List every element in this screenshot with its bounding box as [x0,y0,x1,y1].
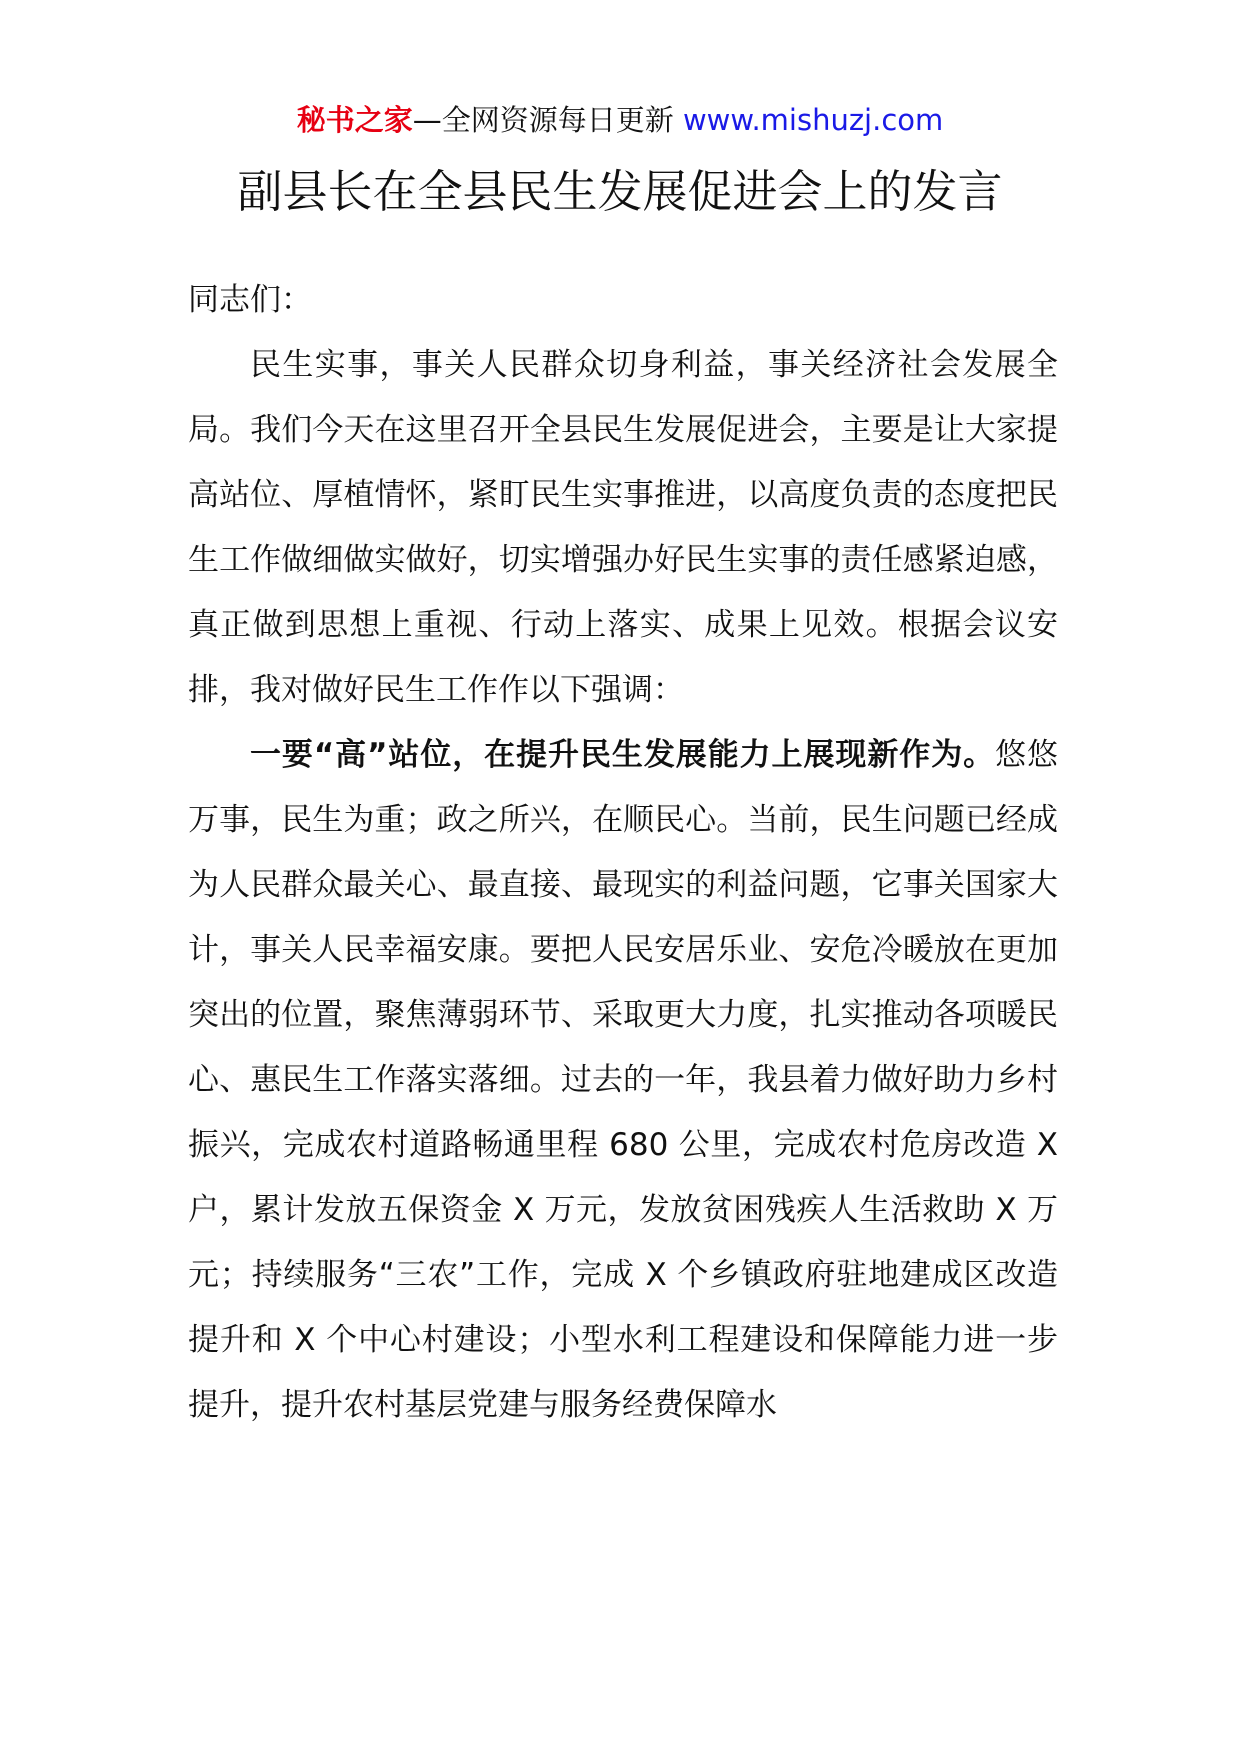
banner-brand: 秘书之家 [296,103,413,137]
banner-url-link[interactable]: www.mishuzj.com [682,103,944,137]
paragraph-point-one [188,723,1058,1438]
banner-tagline: —全网资源每日更新 [412,103,683,137]
paragraph-point-one-heading: 一要“高”站位，在提升民生发展能力上展现新作为。 [250,737,996,773]
paragraph-point-one-text: 悠悠万事，民生为重；政之所兴，在顺民心。当前，民生问题已经成为人民群众最关心、最直接、最现实的利益问题，它事关国家大计，事关人民幸福安康。要把人民安居乐业、安危冷暖放在更加突出的位置，聚焦薄弱环节、采取更大力度，扎实推动各项暖民心、惠民生工作落实落细。过去的一年，我县着力做好助力乡村振兴，完成农村道路畅通里程 680 公里，完成农村危房改造 X 户，累计发放五保资金 X 万元，发放贫困残疾人生活救助 X 万元；持续服务“三农”工作，完成 X 个乡镇政府驻地建成区改造提升和 X 个中心村建设；小型水利工程建设和保障能力进一步提升，提升农村基层党建与服务经费保障水 [188,737,1059,1423]
document-body [188,268,1058,1438]
paragraph-intro: 民生实事，事关人民群众切身利益，事关经济社会发展全局。我们今天在这里召开全县民生发展促进会，主要是让大家提高站位、厚植情怀，紧盯民生实事推进，以高度负责的态度把民生工作做细做实做好，切实增强办好民生实事的责任感紧迫感，真正做到思想上重视、行动上落实、成果上见效。根据会议安排，我对做好民生工作作以下强调： [188,347,1058,708]
document-title: 副县长在全县民生发展促进会上的发言 [237,165,1003,218]
site-banner [0,100,1240,140]
salutation: 同志们： [188,282,312,318]
